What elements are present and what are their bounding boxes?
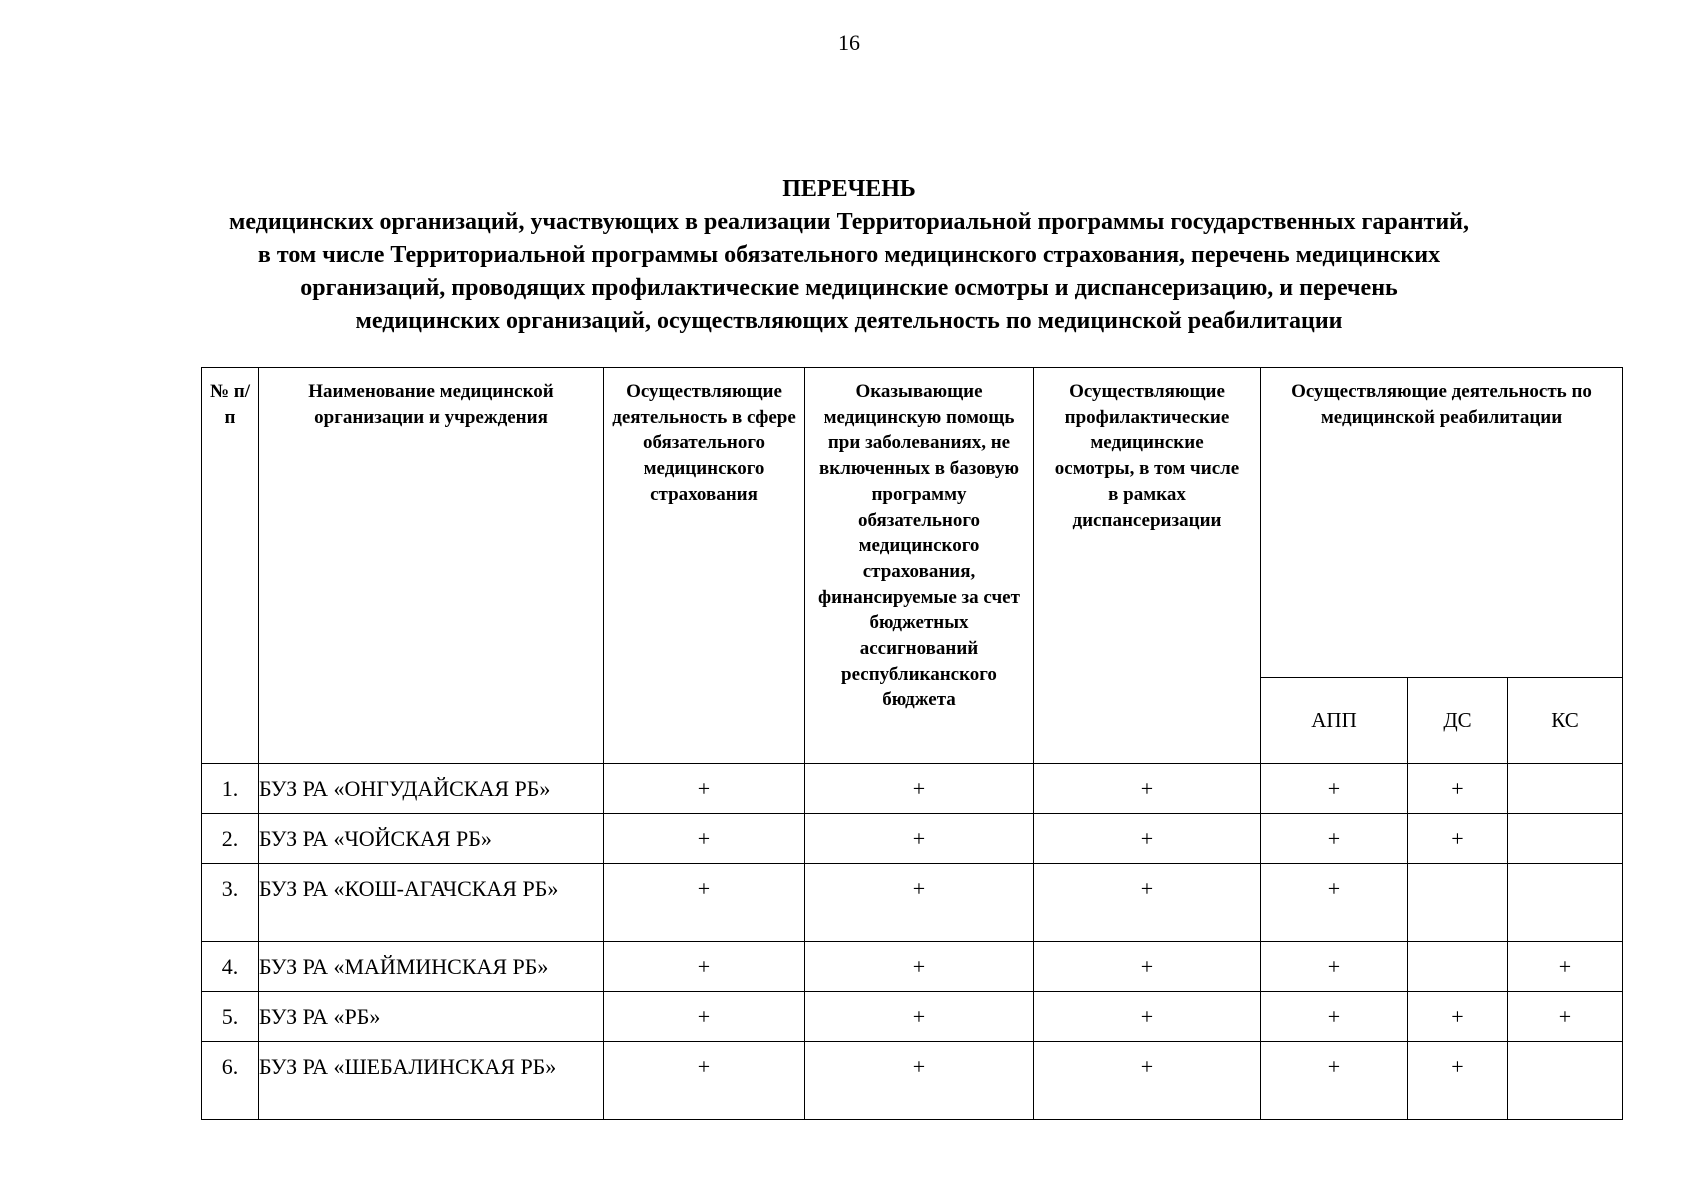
ks-mark [1508, 764, 1623, 814]
title-heading: ПЕРЕЧЕНЬ [782, 176, 916, 202]
header-oms: Осуществляющие деятельность в сфере обязательного медицинского страхования [604, 368, 805, 764]
header-num: № п/п [202, 368, 259, 764]
prof-mark: + [1034, 864, 1261, 942]
organization-name: БУЗ РА «ЧОЙСКАЯ РБ» [259, 814, 604, 864]
app-mark: + [1261, 764, 1408, 814]
ds-mark: + [1408, 1042, 1508, 1120]
row-number: 1. [202, 764, 259, 814]
title-line-2: в том числе Территориальной программы обязательного медицинского страхования, перечень медицинских [257, 242, 1441, 268]
prof-mark: + [1034, 814, 1261, 864]
table-row [202, 1042, 1623, 1120]
row-number: 6. [202, 1042, 259, 1120]
oms-mark: + [604, 1042, 805, 1120]
budget-mark: + [805, 992, 1034, 1042]
oms-mark: + [604, 764, 805, 814]
title-line-4: медицинских организаций, осуществляющих деятельность по медицинской реабилитации [355, 308, 1343, 334]
prof-mark: + [1034, 1042, 1261, 1120]
budget-mark: + [805, 764, 1034, 814]
ds-mark: + [1408, 992, 1508, 1042]
header-name: Наименование медицинской организации и учреждения [259, 368, 604, 764]
ds-mark [1408, 864, 1508, 942]
budget-mark: + [805, 942, 1034, 992]
ks-mark: + [1508, 942, 1623, 992]
ks-mark [1508, 864, 1623, 942]
title-line-1: медицинских организаций, участвующих в реализации Территориальной программы государственных гарантий, [229, 209, 1469, 235]
page-number: 16 [838, 30, 860, 55]
table-row [202, 864, 1623, 942]
organization-name: БУЗ РА «ШЕБАЛИНСКАЯ РБ» [259, 1042, 604, 1120]
oms-mark: + [604, 814, 805, 864]
organization-name: БУЗ РА «КОШ-АГАЧСКАЯ РБ» [259, 864, 604, 942]
ds-mark: + [1408, 814, 1508, 864]
budget-mark: + [805, 864, 1034, 942]
table-row [202, 764, 1623, 814]
oms-mark: + [604, 864, 805, 942]
header-app: АПП [1261, 678, 1408, 764]
title-line-3: организаций, проводящих профилактические медицинские осмотры и диспансеризацию, и перечень [300, 275, 1398, 301]
header-budget: Оказывающие медицинскую помощь при заболеваниях, не включенных в базовую программу обязательного медицинского страхования, финансируемые за счет бюджетных ассигнований республиканского бюджета [805, 368, 1034, 764]
oms-mark: + [604, 942, 805, 992]
header-rehab: Осуществляющие деятельность по медицинской реабилитации [1261, 368, 1623, 678]
ds-mark: + [1408, 764, 1508, 814]
budget-mark: + [805, 1042, 1034, 1120]
oms-mark: + [604, 992, 805, 1042]
document-title [0, 172, 1698, 338]
organization-name: БУЗ РА «МАЙМИНСКАЯ РБ» [259, 942, 604, 992]
ks-mark: + [1508, 992, 1623, 1042]
app-mark: + [1261, 1042, 1408, 1120]
prof-mark: + [1034, 764, 1261, 814]
app-mark: + [1261, 814, 1408, 864]
header-ks: КС [1508, 678, 1623, 764]
ks-mark [1508, 1042, 1623, 1120]
budget-mark: + [805, 814, 1034, 864]
organization-name: БУЗ РА «РБ» [259, 992, 604, 1042]
row-number: 4. [202, 942, 259, 992]
prof-mark: + [1034, 942, 1261, 992]
row-number: 5. [202, 992, 259, 1042]
row-number: 2. [202, 814, 259, 864]
table-row [202, 942, 1623, 992]
table-row [202, 992, 1623, 1042]
organization-name: БУЗ РА «ОНГУДАЙСКАЯ РБ» [259, 764, 604, 814]
prof-mark: + [1034, 992, 1261, 1042]
header-ds: ДС [1408, 678, 1508, 764]
header-prof: Осуществляющие профилактические медицинские осмотры, в том числе в рамках диспансеризации [1034, 368, 1261, 764]
table-row [202, 814, 1623, 864]
app-mark: + [1261, 992, 1408, 1042]
organizations-table [201, 367, 1623, 1120]
ks-mark [1508, 814, 1623, 864]
ds-mark [1408, 942, 1508, 992]
row-number: 3. [202, 864, 259, 942]
app-mark: + [1261, 864, 1408, 942]
app-mark: + [1261, 942, 1408, 992]
